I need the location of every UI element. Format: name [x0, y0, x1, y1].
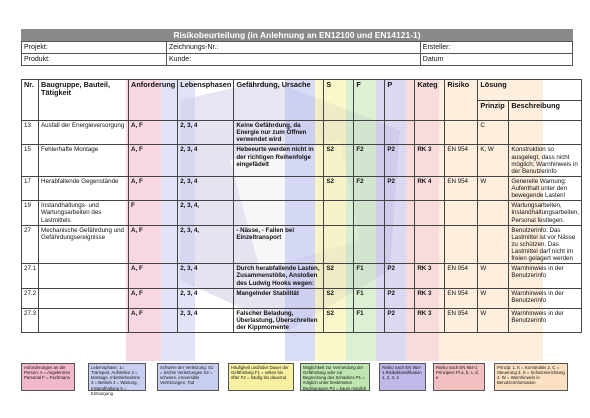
cell-risiko: EN 954: [445, 145, 478, 177]
cell-lebensphasen: 2, 3, 4: [178, 121, 234, 145]
cell-prinzip: W: [478, 308, 509, 332]
cell-f: F1: [354, 288, 385, 308]
cell-gefaehrdung: Hebeeurte werden nicht in der richtigen Reihenfolge eingefädelt: [234, 145, 324, 177]
produkt-field[interactable]: Produkt:: [22, 54, 167, 66]
cell-s: S2: [324, 264, 354, 288]
risk-table: [21, 79, 582, 333]
cell-prinzip: [478, 225, 509, 264]
table-row: [22, 121, 582, 145]
legend-box: Risiko nach EN 954-1 Risikoklassifikation 1, 2, 3, 4: [379, 363, 426, 391]
cell-s: S2: [324, 176, 354, 200]
cell-s: [324, 121, 354, 145]
cell-kateg: RK 3: [415, 288, 445, 308]
cell-p: [385, 201, 415, 225]
cell-prinzip: W: [478, 176, 509, 200]
cell-baugruppe: [39, 264, 129, 288]
cell-beschreibung: Generelle Warnung: Aufenthalt unter den bewegende Lasten!: [509, 176, 582, 200]
cell-nr: 27: [22, 225, 39, 264]
col-header-beschreibung: Beschreibung: [509, 101, 582, 121]
cell-lebensphasen: 2, 3, 4: [178, 288, 234, 308]
col-header-s: S: [324, 80, 354, 121]
legend-box: Häufigkeit und/oder Dauer der Gefährdung F1 = selten bis öfter F2 = häufig bis dauernd: [228, 363, 294, 391]
cell-baugruppe: Instandhaltungs- und Wartungsarbeiten des Lastmittels: [39, 201, 129, 225]
cell-risiko: EN 954: [445, 288, 478, 308]
legend-box: Schwere der Verletzung: S1 = leichte Verletzungen S2 = schwere, irreversible Verletzungen, Tod: [157, 363, 219, 391]
cell-anforderung: A, F: [129, 288, 178, 308]
table-row: [22, 225, 582, 264]
cell-prinzip: C: [478, 121, 509, 145]
cell-nr: 27.2: [22, 288, 39, 308]
col-header-gefaehrdung: Gefährdung, Ursache: [234, 80, 324, 121]
cell-beschreibung: Warnhinweis in der Benutzerinfo: [509, 308, 582, 332]
cell-nr: 19: [22, 201, 39, 225]
cell-s: S2: [324, 145, 354, 177]
cell-p: [385, 121, 415, 145]
cell-risiko: EN 954: [445, 308, 478, 332]
cell-kateg: RK 3: [415, 145, 445, 177]
cell-f: [354, 201, 385, 225]
table-row: [22, 264, 582, 288]
cell-nr: 13: [22, 121, 39, 145]
page-title: Risikobeurteilung (in Anlehnung an EN12100 und EN14121-1): [21, 29, 573, 41]
cell-f: [354, 225, 385, 264]
cell-f: [354, 121, 385, 145]
cell-anforderung: A, F: [129, 121, 178, 145]
cell-lebensphasen: 2, 3, 4: [178, 176, 234, 200]
projekt-field[interactable]: Projekt:: [22, 42, 167, 54]
cell-f: F2: [354, 145, 385, 177]
cell-baugruppe: Herabfallende Gegenstände: [39, 176, 129, 200]
cell-gefaehrdung: [234, 201, 324, 225]
col-header-nr: Nr.: [22, 80, 39, 121]
col-header-loesung: Lösung: [478, 80, 582, 101]
cell-anforderung: A, F: [129, 225, 178, 264]
cell-p: P2: [385, 288, 415, 308]
cell-anforderung: A, F: [129, 145, 178, 177]
legend-box: Anforderungen an die Person: A = Angelerntes Personal F = Fachmann: [21, 363, 75, 391]
cell-baugruppe: Mechanische Gefährdung und Gefährdungsereignisse: [39, 225, 129, 264]
cell-s: S2: [324, 288, 354, 308]
cell-p: P2: [385, 176, 415, 200]
legend-box: Prinzip: 1. K = Konstruktiv 2. C = Steuerung 3. S = Schutzeinrichtung 4. W = Warnhinweis in Benutzerinformation: [494, 363, 568, 391]
table-row: [22, 176, 582, 200]
cell-beschreibung: [509, 121, 582, 145]
cell-f: F1: [354, 264, 385, 288]
zeichnung-field[interactable]: Zeichnungs-Nr.:: [166, 42, 420, 54]
cell-anforderung: A, F: [129, 176, 178, 200]
cell-prinzip: [478, 201, 509, 225]
cell-risiko: EN 954: [445, 176, 478, 200]
col-header-anforderung: Anforderung: [129, 80, 178, 121]
cell-gefaehrdung: Falscher Beladung, Überlastung, Überschreiten der Kippmomente: [234, 308, 324, 332]
cell-p: [385, 225, 415, 264]
table-row: [22, 201, 582, 225]
table-row: [22, 288, 582, 308]
cell-gefaehrdung: Mangelnder Stabilität: [234, 288, 324, 308]
cell-s: [324, 225, 354, 264]
cell-anforderung: A, F: [129, 264, 178, 288]
cell-kateg: [415, 225, 445, 264]
cell-lebensphasen: 2, 3, 4: [178, 264, 234, 288]
table-row: [22, 308, 582, 332]
cell-kateg: [415, 201, 445, 225]
cell-p: P2: [385, 264, 415, 288]
cell-kateg: [415, 121, 445, 145]
cell-beschreibung: Konstruktion so ausgelegt, dass nicht möglich; Warnhinweis in der Benutzerinfo: [509, 145, 582, 177]
cell-p: P2: [385, 145, 415, 177]
col-header-lebensphasen: Lebensphasen: [178, 80, 234, 121]
cell-s: [324, 201, 354, 225]
ersteller-field[interactable]: Ersteller:: [420, 42, 572, 54]
cell-p: P2: [385, 308, 415, 332]
cell-risiko: [445, 201, 478, 225]
datum-field[interactable]: Datum: [420, 54, 572, 66]
cell-lebensphasen: 2, 3, 4: [178, 145, 234, 177]
cell-nr: 27.3: [22, 308, 39, 332]
col-header-prinzip: Prinzip: [478, 101, 509, 121]
cell-kateg: RK 4: [415, 176, 445, 200]
cell-nr: 17: [22, 176, 39, 200]
col-header-risiko: Risiko: [445, 80, 478, 121]
cell-nr: 27.1: [22, 264, 39, 288]
header-info-table: [21, 41, 573, 66]
cell-lebensphasen: 2, 3, 4,: [178, 201, 234, 225]
cell-gefaehrdung: Durch herabfallende Lasten, Zusammenstöße, Anstoßen des Ludwig Hooks wegen:: [234, 264, 324, 288]
cell-prinzip: W: [478, 288, 509, 308]
cell-kateg: RK 3: [415, 308, 445, 332]
cell-beschreibung: Warnhinweis in der Benutzerinfo: [509, 264, 582, 288]
cell-anforderung: F: [129, 201, 178, 225]
cell-prinzip: K, W: [478, 145, 509, 177]
legend-box: Lebensphase: 1= Transport, Aufstellen 2 = Montage, Inbetriebnahme 3 = Betrieb 4 = Wartung, Instandhaltung 5 = Entsorgung: [88, 363, 146, 391]
cell-risiko: EN 954: [445, 264, 478, 288]
cell-gefaehrdung: Keine Gefährdung, da Energie nur zum Öffnen verwendet wird: [234, 121, 324, 145]
cell-baugruppe: [39, 308, 129, 332]
cell-s: S2: [324, 308, 354, 332]
cell-kateg: RK 3: [415, 264, 445, 288]
col-header-baugruppe: Baugruppe, Bauteil, Tätigkeit: [39, 80, 129, 121]
cell-beschreibung: Warnhinweis in der Benutzerinfo: [509, 288, 582, 308]
cell-anforderung: A, F: [129, 308, 178, 332]
cell-risiko: [445, 121, 478, 145]
legend-box: Risiko nach EN 954-1 Prinzipien Pl a, b, c, d, e: [433, 363, 485, 391]
cell-f: F1: [354, 308, 385, 332]
col-header-p: P: [385, 80, 415, 121]
cell-f: F2: [354, 176, 385, 200]
cell-baugruppe: Fehlerhafte Montage: [39, 145, 129, 177]
col-header-kateg: Kateg: [415, 80, 445, 121]
table-row: [22, 145, 582, 177]
cell-gefaehrdung: - Nässe, - Fallen bei Einzeltransport: [234, 225, 324, 264]
cell-gefaehrdung: [234, 176, 324, 200]
cell-prinzip: W: [478, 264, 509, 288]
cell-baugruppe: Ausfall der Energieversorgung: [39, 121, 129, 145]
cell-risiko: [445, 225, 478, 264]
cell-nr: 15: [22, 145, 39, 177]
legend-box: Möglichkeit zur Vermeidung der Gefährdung oder zur Begrenzung des Schadens P1 = möglich unter bestimmten Bedingungen P2 = kaum möglich: [300, 363, 370, 391]
cell-baugruppe: [39, 288, 129, 308]
cell-lebensphasen: 2, 3, 4: [178, 308, 234, 332]
cell-lebensphasen: 2, 3, 4,: [178, 225, 234, 264]
cell-beschreibung: Wartungsarbeiten, Instandhaltungsarbeiten, Personal festlegen.: [509, 201, 582, 225]
col-header-f: F: [354, 80, 385, 121]
kunde-field[interactable]: Kunde:: [166, 54, 420, 66]
cell-beschreibung: Benutzerinfo: Das Lastmittel ist vor Nässe zu schützen. Das Lastmittel darf nicht im freien gelagert werden: [509, 225, 582, 264]
